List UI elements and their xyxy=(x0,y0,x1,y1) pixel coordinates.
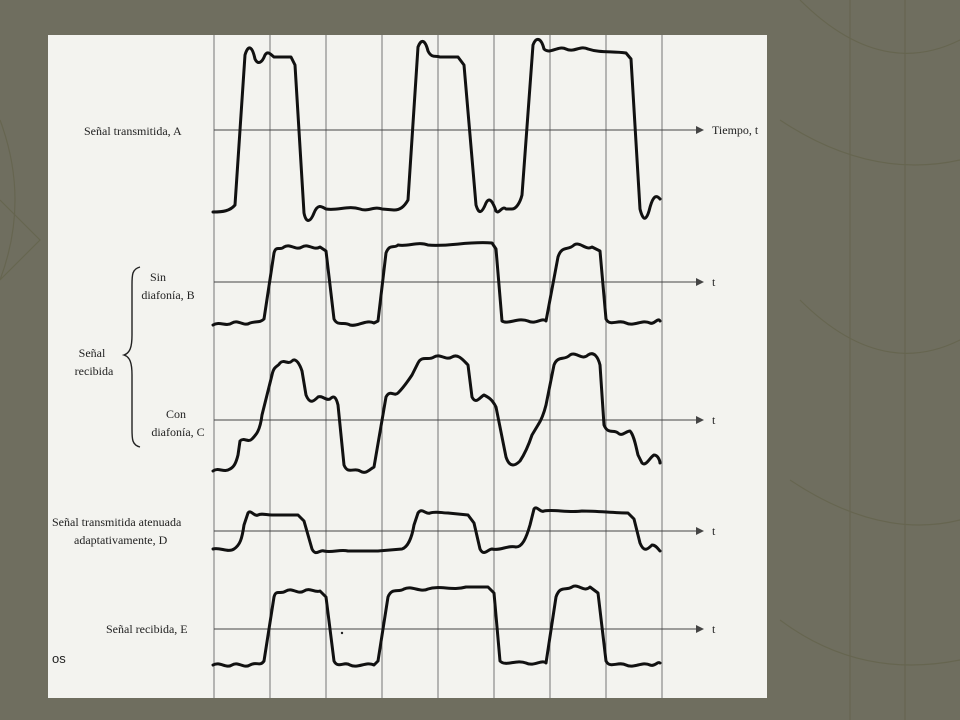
signal-d xyxy=(52,508,716,553)
waveform-diagram xyxy=(48,35,767,698)
axis-arrow-icon xyxy=(696,625,704,633)
signal-label: Señal transmitida, A xyxy=(84,124,182,138)
signal-c xyxy=(151,354,716,473)
time-grid xyxy=(214,35,662,698)
signal-label: diafonía, C xyxy=(151,425,205,439)
waveform-trace xyxy=(213,354,660,473)
signal-label: Sin xyxy=(149,270,167,284)
signal-label: adaptativamente, D xyxy=(74,533,168,547)
signal-e xyxy=(106,586,716,666)
waveform-trace xyxy=(213,586,660,666)
group-label: recibida xyxy=(74,364,114,378)
axis-label: t xyxy=(712,622,716,636)
waveform-trace xyxy=(213,508,660,553)
axis-arrow-icon xyxy=(696,416,704,424)
signal-label: Señal recibida, E xyxy=(106,622,188,636)
edge-text: os xyxy=(52,651,66,666)
axis-arrow-icon xyxy=(696,126,704,134)
axis-label: Tiempo, t xyxy=(712,123,759,137)
waveform-trace xyxy=(213,243,660,326)
signal-label: Con xyxy=(165,407,187,421)
signal-label: diafonía, B xyxy=(141,288,195,302)
axis-label: t xyxy=(712,275,716,289)
speck xyxy=(341,632,343,634)
signal-a xyxy=(84,39,759,220)
axis-arrow-icon xyxy=(696,278,704,286)
axis-arrow-icon xyxy=(696,527,704,535)
axis-label: t xyxy=(712,413,716,427)
received-signal-brace xyxy=(75,267,140,447)
group-label: Señal xyxy=(78,346,106,360)
axis-label: t xyxy=(712,524,716,538)
signal-b xyxy=(141,243,716,326)
signal-label: Señal transmitida atenuada xyxy=(52,515,182,529)
